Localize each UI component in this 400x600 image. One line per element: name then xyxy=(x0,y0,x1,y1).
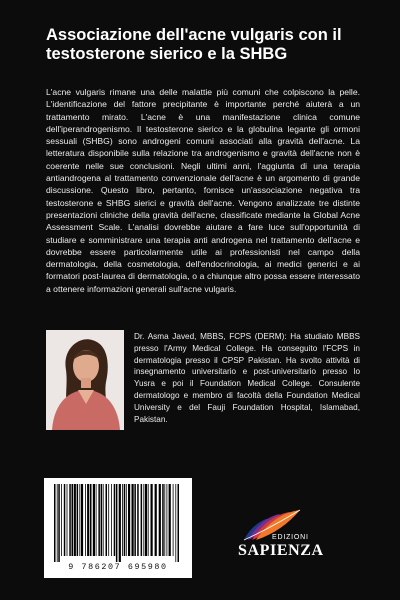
barcode-bar xyxy=(141,484,143,556)
isbn-barcode xyxy=(44,478,192,578)
barcode-bar xyxy=(69,484,71,556)
barcode-bar xyxy=(143,484,144,556)
barcode-bar xyxy=(61,484,62,556)
author-photo xyxy=(46,330,124,430)
barcode-bar xyxy=(85,484,86,556)
isbn-number: 9 786207 695980 xyxy=(68,562,168,572)
barcode-bar xyxy=(178,484,180,562)
barcode-bar xyxy=(58,484,60,562)
barcode-bar xyxy=(151,484,153,556)
barcode-bar xyxy=(124,484,126,556)
barcode-bar xyxy=(167,484,168,556)
barcode-bar xyxy=(169,484,171,556)
barcode-bar xyxy=(116,484,118,562)
barcode-bar xyxy=(72,484,74,556)
barcode-bar xyxy=(148,484,149,556)
author-portrait-image xyxy=(46,330,124,430)
barcode-bar xyxy=(175,484,176,562)
barcode-bar xyxy=(155,484,157,556)
publisher-logo xyxy=(234,506,324,570)
barcode-bar xyxy=(173,484,174,556)
barcode-bar xyxy=(108,484,109,556)
barcode-bar xyxy=(87,484,89,556)
barcode-bar xyxy=(54,484,56,562)
barcode-bar xyxy=(81,484,83,556)
barcode-bar xyxy=(119,484,121,562)
barcode-bar xyxy=(128,484,130,556)
author-bio: Dr. Asma Javed, MBBS, FCPS (DERM): Ha studiato MBBS presso l'Army Medical College. Ha conseguito l'FCPS in dermatologia presso il CPSP Pakistan. Ha svolto attività di insegnamento universitario e post-universitario presso lo Yusra e poi il Foundation Medical College. Consulente dermatologo e membro di facoltà della Foundation Medical University e del Fauji Foundation Hospital, Islamabad, Pakistan. xyxy=(134,332,360,424)
barcode-bar xyxy=(103,484,104,556)
barcode-bar xyxy=(111,484,112,556)
barcode-bar xyxy=(67,484,68,556)
publisher-small-label: EDIZIONI xyxy=(272,534,309,541)
barcode-bar xyxy=(90,484,92,556)
barcode-bar xyxy=(122,484,123,556)
barcode-bar xyxy=(132,484,134,556)
book-blurb: L'acne vulgaris rimane una delle malattie più comuni che colpiscono la pelle. L'identificazione del fattore precipitante è importante perché aiuterà a un trattamento mirato. L'acne è una manifestazione clinica comune dell'iperandrogenismo. Il testosterone sierico e la globulina legante gli ormoni sessuali (SHBG) sono androgeni comuni associati alla gravità dell'acne. La letteratura disponibile sulla relazione tra androgenismo e gravità dell'acne non è coerente nelle sue conclusioni. Negli ultimi anni, l'aggiunta di una terapia antiandrogena al trattamento convenzionale dell'acne è un argomento di grande discussione. Questo libro, pertanto, fornisce un'associazione negativa tra testosterone e SHBG sierici e gravità dell'acne. Vengono analizzate tre distinte presentazioni cliniche della gravità dell'acne, classificate mediante la Global Acne Assessment Scale. L'analisi dovrebbe aiutare a fare luce sull'opportunità di studiare e somministrare una terapia anti androgena nel trattamento dell'acne e dovrebbe essere particolarmente utile ai professionisti nel campo della dermatologia, della cosmetologia, dell'endocrinologia, ai medici generici e ai formatori post-laurea di dermatologia, o a chiunque altro possa essere interessato a ottenere informazioni generali sull'acne vulgaris. xyxy=(46,87,360,294)
barcode-bar xyxy=(96,484,97,556)
barcode-bar xyxy=(114,484,116,556)
book-title: Associazione dell'acne vulgaris con il testosterone sierico e la SHBG xyxy=(46,26,342,63)
barcode-bar xyxy=(93,484,95,556)
barcode-bar xyxy=(101,484,103,556)
barcode-bar xyxy=(159,484,161,556)
publisher-name: SAPIENZA xyxy=(238,542,324,559)
barcode-bars xyxy=(52,484,184,562)
barcode-bar xyxy=(164,484,165,556)
barcode-bar xyxy=(77,484,79,556)
barcode-bar xyxy=(106,484,108,556)
barcode-bar xyxy=(64,484,66,556)
barcode-bar xyxy=(145,484,147,556)
barcode-bar xyxy=(57,484,58,562)
barcode-bar xyxy=(98,484,100,556)
barcode-bar xyxy=(126,484,127,556)
barcode-bar xyxy=(137,484,139,556)
barcode-bar xyxy=(134,484,136,556)
barcode-bar xyxy=(79,484,80,556)
barcode-bar xyxy=(74,484,76,556)
barcode-bar xyxy=(162,484,164,556)
